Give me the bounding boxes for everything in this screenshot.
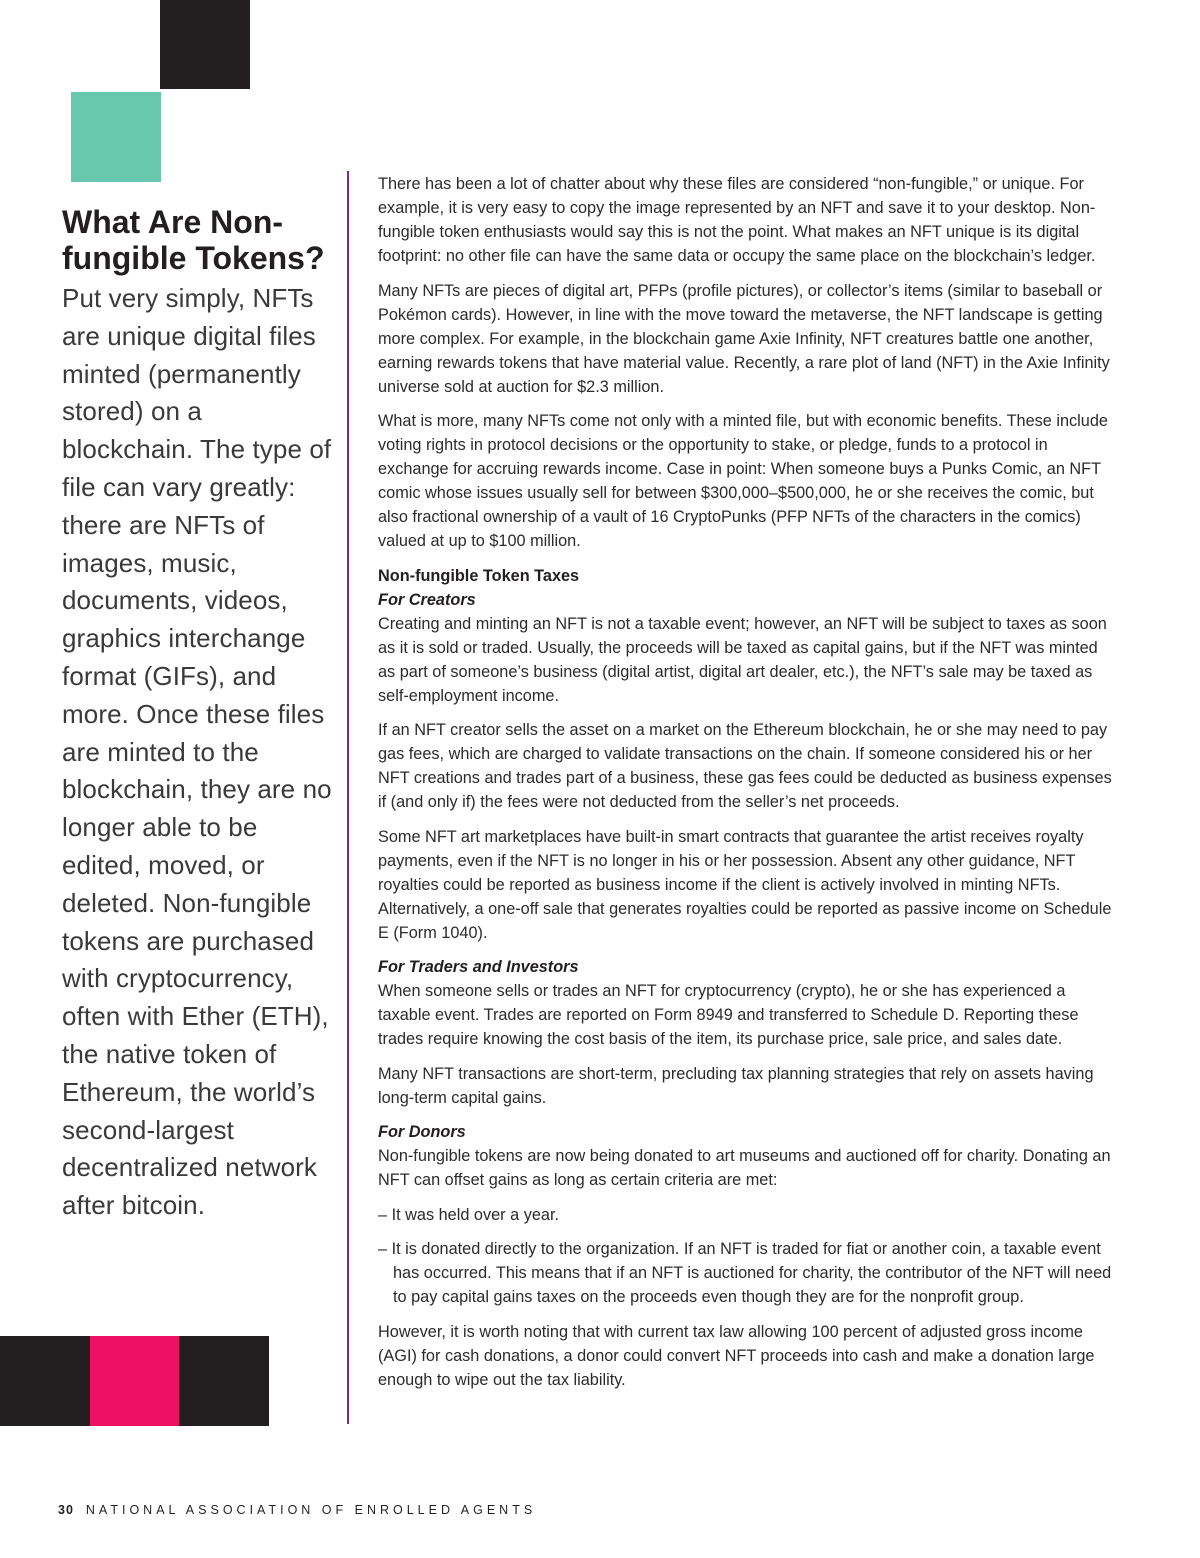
decor-square-pink	[90, 1336, 179, 1426]
list-item: – It was held over a year.	[378, 1205, 560, 1224]
paragraph: What is more, many NFTs come not only with a minted file, but with economic benefits. These include voting rights in protocol decisions or the opportunity to stake, or pledge, funds to a protocol in exchange for accruing rewards income. Case in point: When someone buys a Punks Comic, an NFT comic whose issues usually sell for between $300,000–$500,000, he or she receives the comic, but also fractional ownership of a vault of 16 CryptoPunks (PFP NFTs of the characters in the comics) valued at up to $100 million.	[378, 412, 1108, 550]
paragraph: Creating and minting an NFT is not a taxable event; however, an NFT will be subject to taxes as soon as it is sold or traded. Usually, the proceeds will be taxed as capital gains, but if the NFT was minted as part of someone’s business (digital artist, digital art dealer, etc.), the NFT’s sale may be taxed as self-employment income.	[378, 614, 1107, 705]
paragraph: There has been a lot of chatter about why these files are considered “non-fungible,” or unique. For example, it is very easy to copy the image represented by an NFT and save it to your desktop. Non-fungible token enthusiasts would say this is not the point. What makes an NFT unique is its digital footprint: no other file can have the same data or occupy the same place on the blockchain’s ledger.	[378, 175, 1096, 265]
paragraph: Many NFTs are pieces of digital art, PFPs (profile pictures), or collector’s items (similar to baseball or Pokémon cards). However, in line with the move toward the metaverse, the NFT landscape is getting more complex. For example, in the blockchain game Axie Infinity, NFT creatures battle one another, earning rewards tokens that have material value. Recently, a rare plot of land (NFT) in the Axie Infinity universe sold at auction for $2.3 million.	[378, 281, 1110, 396]
section-heading: Non-fungible Token Taxes	[378, 566, 580, 585]
publication-name: NATIONAL ASSOCIATION OF ENROLLED AGENTS	[85, 1503, 537, 1517]
decor-square-teal	[71, 92, 161, 182]
article-body	[378, 172, 1116, 1402]
subheading-creators: For Creators	[378, 590, 476, 609]
decor-square-black-bottom-left	[0, 1336, 90, 1426]
subheading-donors: For Donors	[378, 1123, 466, 1141]
intro-text: Put very simply, NFTs are unique digital files minted (permanently stored) on a blockchain. The type of file can vary greatly: there are NFTs of images, music, documents, videos, graphics interchange format (GIFs), and more. Once these files are minted to the blockchain, they are no longer able to be edited, moved, or deleted. Non-fungible tokens are purchased with cryptocurrency, often with Ether (ETH), the native token of Ethereum, the world’s second-largest decentralized network after bitcoin.	[62, 283, 332, 1221]
subheading-traders: For Traders and Investors	[378, 958, 579, 976]
paragraph: However, it is worth noting that with current tax law allowing 100 percent of adjusted gross income (AGI) for cash donations, a donor could convert NFT proceeds into cash and make a donation large enough to wipe out the tax liability.	[378, 1322, 1095, 1389]
page-title: What Are Non-fungible Tokens?	[62, 204, 325, 276]
list-item: – It is donated directly to the organization. If an NFT is traded for fiat or another coin, a taxable event has occurred. This means that if an NFT is auctioned for charity, the contributor of the NFT will need to pay capital gains taxes on the proceeds even though they are for the nonprofit group.	[378, 1240, 1112, 1306]
sidebar	[62, 204, 334, 1225]
page-footer	[58, 1503, 536, 1517]
paragraph: Some NFT art marketplaces have built-in smart contracts that guarantee the artist receives royalty payments, even if the NFT is no longer in his or her possession. Absent any other guidance, NFT royalties could be reported as business income if the client is actively involved in minting NFTs. Alternatively, a one-off sale that generates royalties could be reported as passive income on Schedule E (Form 1040).	[378, 827, 1112, 942]
paragraph: When someone sells or trades an NFT for cryptocurrency (crypto), he or she has experienced a taxable event. Trades are reported on Form 8949 and transferred to Schedule D. Reporting these trades require knowing the cost basis of the item, its purchase price, sale price, and sales date.	[378, 982, 1079, 1048]
paragraph: Non-fungible tokens are now being donated to art museums and auctioned off for charity. Donating an NFT can offset gains as long as certain criteria are met:	[378, 1147, 1111, 1189]
decor-square-black-bottom-right	[179, 1336, 269, 1426]
decor-square-black-top	[160, 0, 250, 89]
page-number: 30	[58, 1503, 74, 1517]
vertical-divider	[347, 171, 349, 1424]
paragraph: Many NFT transactions are short-term, precluding tax planning strategies that rely on assets having long-term capital gains.	[378, 1064, 1094, 1107]
paragraph: If an NFT creator sells the asset on a market on the Ethereum blockchain, he or she may need to pay gas fees, which are charged to validate transactions on the chain. If someone considered his or her NFT creations and trades part of a business, these gas fees could be deducted as business expenses if (and only if) the fees were not deducted from the seller’s net proceeds.	[378, 721, 1112, 811]
